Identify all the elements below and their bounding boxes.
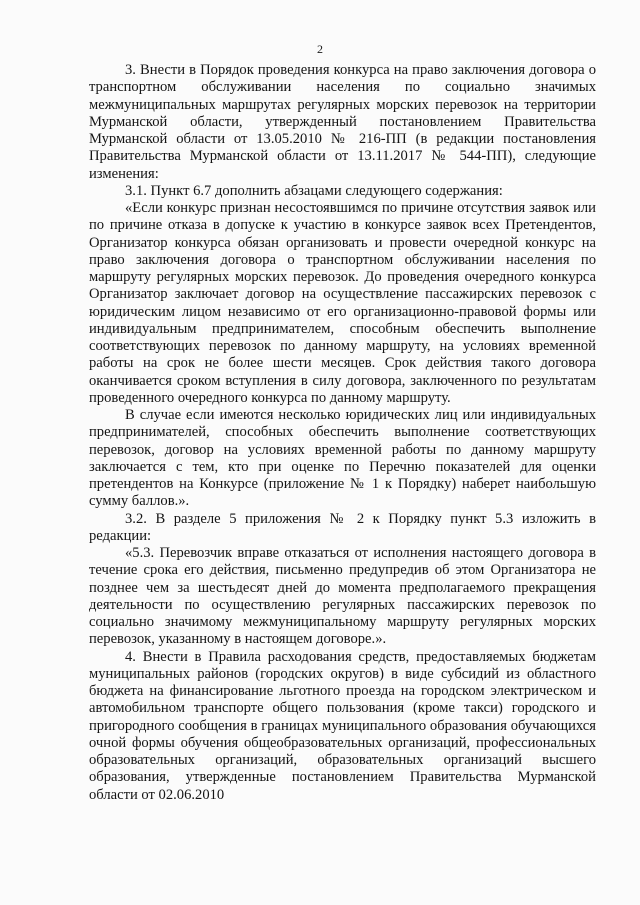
page-number: 2 (317, 42, 323, 56)
paragraph-item-3: 3. Внести в Порядок проведения конкурса на право заключения договора о транспортном обслуживании населения по социально значимых межмуниципальных маршрутах регулярных морских перевозок на территории Мурманской области, утвержденный постановлением Правительства Мурманской области от 13.05.2010 № 216-ПП (в редакции постановления Правительства Мурманской области от 13.11.2017 № 544-ПП), следующие изменения: (89, 62, 596, 182)
paragraph-item-3-1: 3.1. Пункт 6.7 дополнить абзацами следующего содержания: (125, 182, 503, 199)
paragraph-item-4: 4. Внести в Правила расходования средств, предоставляемых бюджетам муниципальных районов (городских округов) в виде субсидий из областного бюджета на финансирование льготного проезда на городском электрическом и автомобильном транспорте общего пользования (кроме такси) городского и пригородного сообщения в границах муниципального образования обучающихся очной формы обучения общеобразовательных организаций, профессиональных образовательных организаций, образовательных организаций высшего образования, утвержденные постановлением Правительства Мурманской области от 02.06.2010 (89, 648, 596, 803)
paragraph-item-3-2: 3.2. В разделе 5 приложения № 2 к Порядку пункт 5.3 изложить в редакции: (89, 510, 596, 544)
paragraph-quote-5-3: «5.3. Перевозчик вправе отказаться от исполнения настоящего договора в течение срока его действия, письменно предупредив об этом Организатора не позднее чем за шестьдесят дней до момента предполагаемого прекращения деятельности по осуществлению регулярных пассажирских перевозок по социально значимому межмуниципальному маршруту регулярных морских перевозок, указанному в настоящем договоре.». (89, 545, 596, 648)
paragraph-quote-6-7: «Если конкурс признан несостоявшимся по причине отсутствия заявок или по причине отказа в допуске к участию в конкурсе заявок всех Претендентов, Организатор конкурса обязан организовать и провести очередной конкурс на право заключения договора о транспортном обслуживании населения по маршруту регулярных морских перевозок. До проведения очередного конкурса Организатор заключает договор на осуществление пассажирских перевозок с юридическим лицом независимо от его организационно-правовой формы или индивидуальным предпринимателем, способным обеспечить выполнение соответствующих перевозок по данному маршруту, на условиях временной работы на срок не более шести месяцев. Срок действия такого договора оканчивается сроком вступления в силу договора, заключенного по результатам проведенного очередного конкурса по данному маршруту. (89, 200, 596, 406)
document-body (89, 62, 596, 804)
paragraph-quote-6-7-continued: В случае если имеются несколько юридических лиц или индивидуальных предпринимателей, способных обеспечить выполнение соответствующих перевозок, договор на условиях временной работы по данному маршруту заключается с тем, кто при оценке по Перечню показателей для оценки претендентов на Конкурсе (приложение № 1 к Порядку) наберет наибольшую сумму баллов.». (89, 407, 596, 510)
